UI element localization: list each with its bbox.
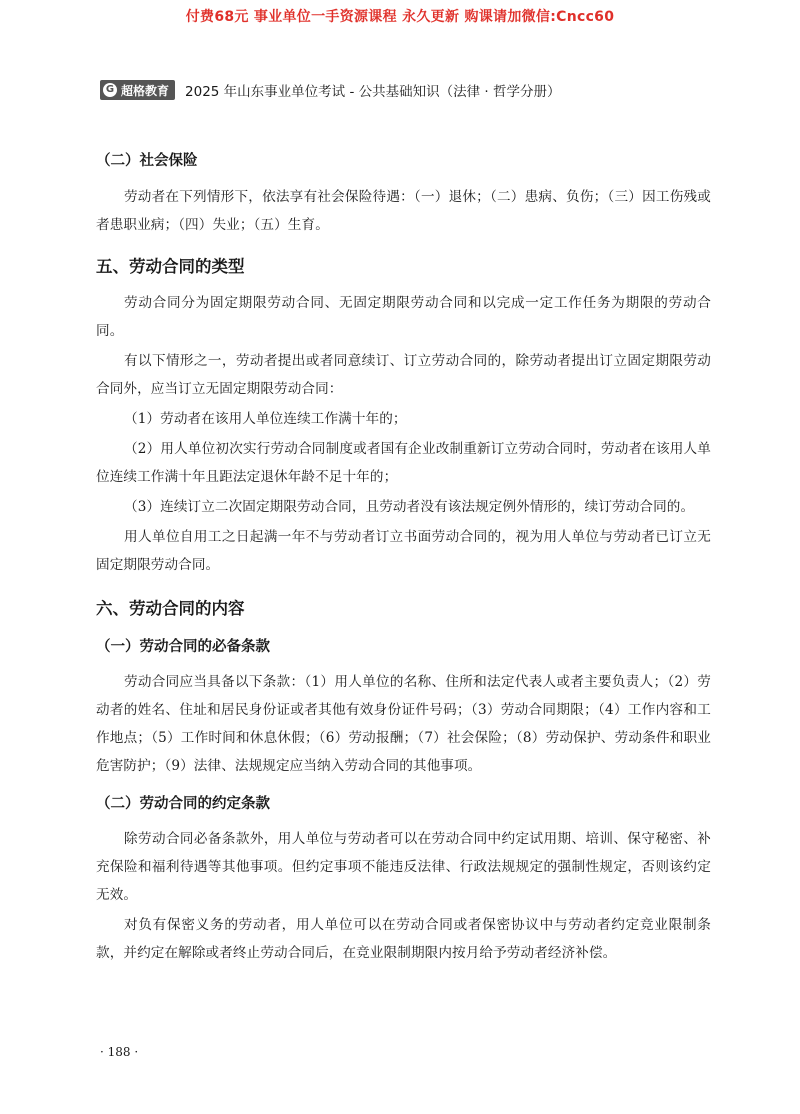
paragraph: 劳动合同分为固定期限劳动合同、无固定期限劳动合同和以完成一定工作任务为期限的劳动合同。: [96, 295, 711, 339]
heading-contract-types: 五、劳动合同的类型: [96, 257, 245, 276]
heading-required-clauses: （一）劳动合同的必备条款: [96, 639, 270, 655]
paragraph: 除劳动合同必备条款外，用人单位与劳动者可以在劳动合同中约定试用期、培训、保守秘密、补充保险和福利待遇等其他事项。但约定事项不能违反法律、行政法规规定的强制性规定，否则该约定无效。: [96, 831, 711, 903]
heading-social-insurance: （二）社会保险: [96, 153, 198, 169]
heading-contract-contents: 六、劳动合同的内容: [96, 599, 245, 618]
list-item: （2）用人单位初次实行劳动合同制度或者国有企业改制重新订立劳动合同时，劳动者在该用人单位连续工作满十年且距法定退休年龄不足十年的；: [96, 441, 711, 485]
page-number: · 188 ·: [100, 1045, 139, 1059]
paragraph: 有以下情形之一，劳动者提出或者同意续订、订立劳动合同的，除劳动者提出订立固定期限劳动合同外，应当订立无固定期限劳动合同：: [96, 353, 711, 397]
paragraph: 劳动者在下列情形下，依法享有社会保险待遇：（一）退休；（二）患病、负伤；（三）因工伤残或者患职业病；（四）失业；（五）生育。: [96, 189, 711, 233]
paragraph: 对负有保密义务的劳动者，用人单位可以在劳动合同或者保密协议中与劳动者约定竞业限制条款，并约定在解除或者终止劳动合同后，在竞业限制期限内按月给予劳动者经济补偿。: [96, 917, 711, 961]
list-item: （1）劳动者在该用人单位连续工作满十年的；: [124, 411, 407, 427]
paragraph: 劳动合同应当具备以下条款：（1）用人单位的名称、住所和法定代表人或者主要负责人；（2）劳动者的姓名、住址和居民身份证或者其他有效身份证件号码；（3）劳动合同期限；（4）工作内容和工作地点；（5）工作时间和休息休假；（6）劳动报酬；（7）社会保险；（8）劳动保护、劳动条件和职业危害防护；（9）法律、法规规定应当纳入劳动合同的其他事项。: [96, 674, 711, 774]
header-title: 2025 年山东事业单位考试 - 公共基础知识（法律 · 哲学分册）: [185, 84, 561, 100]
logo-text: 超格教育: [121, 83, 170, 98]
watermark-text: 付费68元 事业单位一手资源课程 永久更新 购课请加微信:Cncc60: [185, 9, 615, 25]
list-item: （3）连续订立二次固定期限劳动合同，且劳动者没有该法规定例外情形的，续订劳动合同的。: [124, 499, 695, 515]
paragraph: 用人单位自用工之日起满一年不与劳动者订立书面劳动合同的，视为用人单位与劳动者已订立无固定期限劳动合同。: [96, 529, 711, 573]
document-body: [96, 140, 711, 967]
running-header: [100, 78, 710, 102]
publisher-logo: [100, 80, 175, 100]
heading-agreed-clauses: （二）劳动合同的约定条款: [96, 796, 270, 812]
logo-icon: G: [103, 83, 117, 97]
